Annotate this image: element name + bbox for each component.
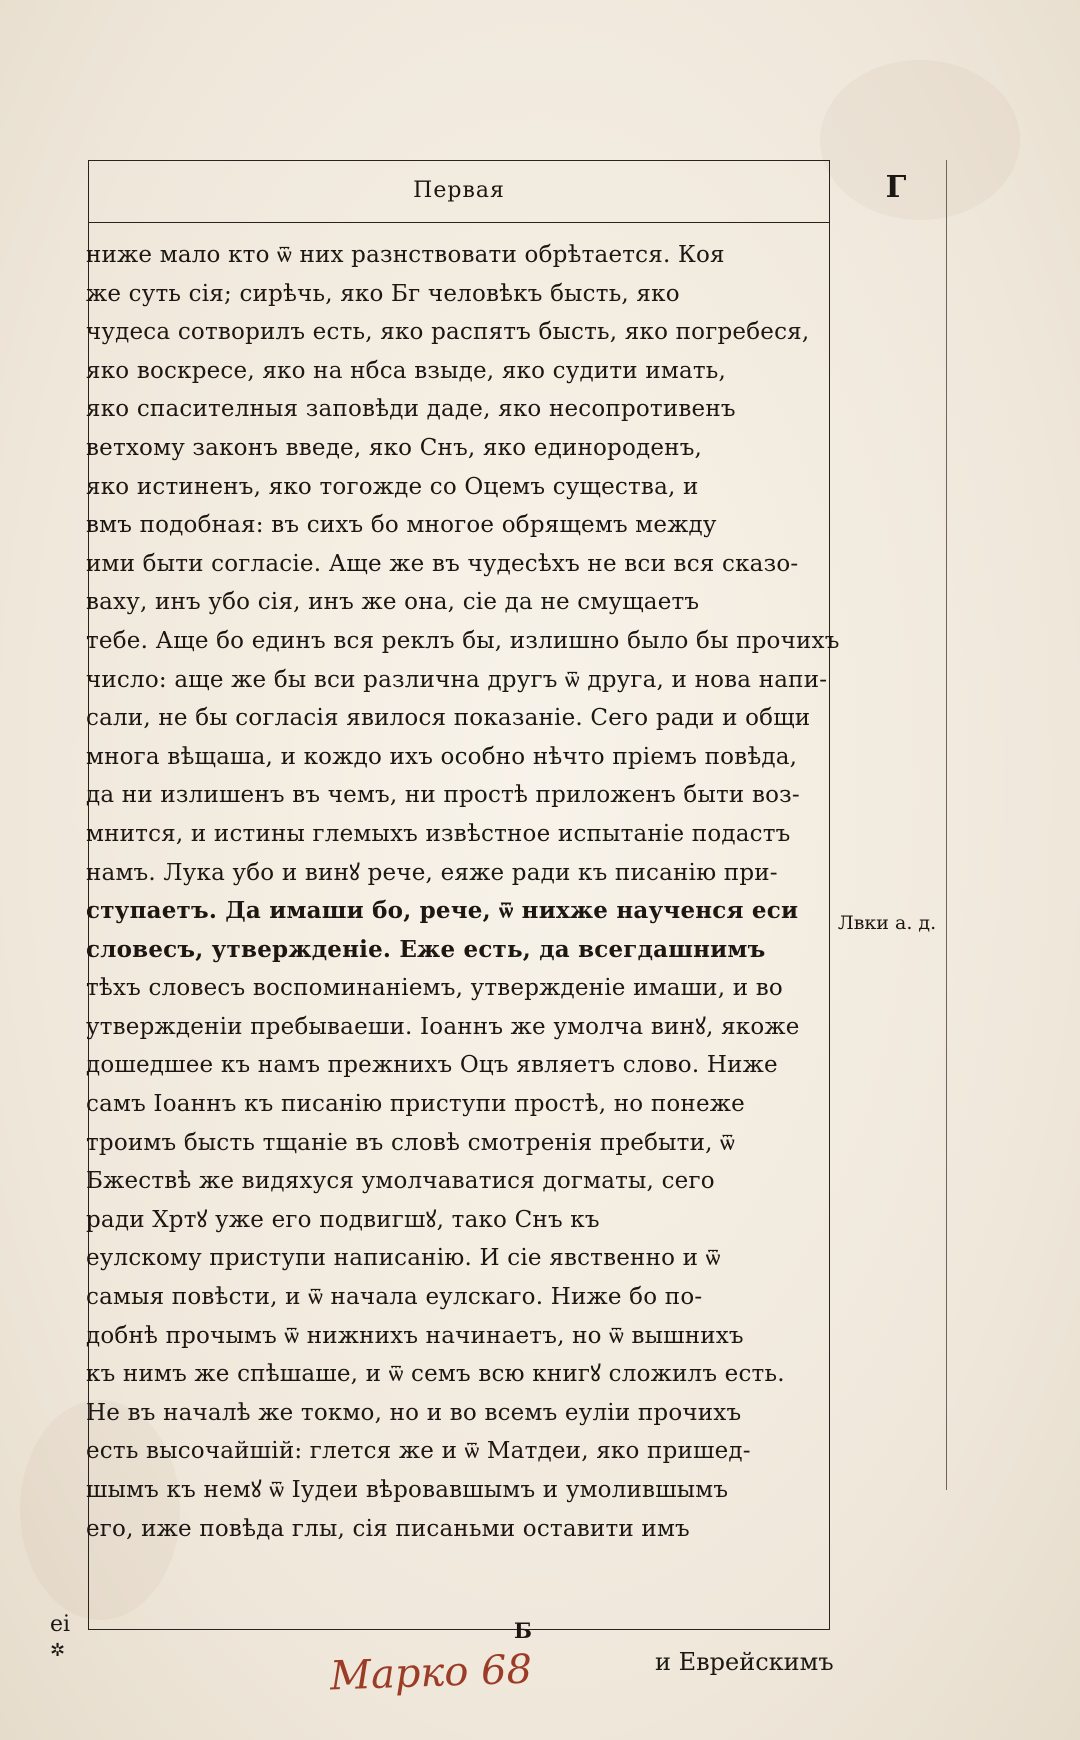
signature-mark-text: еі [50, 1612, 71, 1637]
text-line: его, иже повѣда глы, сія писаньми оставити имъ [86, 1515, 690, 1542]
text-line: ради Хртꙋ уже его подвигшꙋ, тако Снъ къ [86, 1206, 600, 1233]
text-line: число: аще же бы вси различна другъ ѿ друга, и нова напи- [86, 666, 828, 693]
page-number: Г [885, 170, 907, 205]
text-line-quote: ступаетъ. Да имаши бо, рече, ѿ нихже наученся еси [86, 897, 799, 925]
text-line: Не въ началѣ же токмо, но и во всемъ еуліи прочихъ [86, 1399, 742, 1426]
text-line: намъ. Лука убо и винꙋ рече, еяже ради къ писанію при- [86, 859, 778, 886]
text-line: ниже мало кто ѿ них разнствовати обрѣтается. Коя [86, 242, 725, 268]
text-line: дошедшее къ намъ прежнихъ Оцъ являетъ слово. Ниже [86, 1052, 778, 1079]
gathering-signature: Б [514, 1618, 532, 1643]
text-line: сали, не бы согласія явилося показаніе. Сего ради и общи [86, 705, 811, 732]
signature-mark [50, 1612, 70, 1664]
text-line: ветхому законъ введе, яко Снъ, яко единороденъ, [86, 434, 703, 461]
running-head: Первая [413, 178, 505, 203]
text-line: многа вѣщаша, и кождо ихъ особно нѣчто пріемъ повѣда, [86, 743, 798, 770]
text-line: тебе. Аще бо единъ вся реклъ бы, излишно было бы прочихъ [86, 627, 840, 654]
paper-stain [820, 60, 1020, 220]
text-line: же суть сія; сирѣчь, яко Бг человѣкъ бысть, яко [86, 280, 680, 307]
text-line: вмъ подобная: въ сихъ бо многое обрящемъ между [86, 512, 717, 539]
text-line: чудеса сотворилъ есть, яко распятъ бысть, яко погребеся, [86, 319, 810, 346]
header-rule [88, 222, 830, 223]
text-line: еулскому приступи написанію. И сіе явственно и ѿ [86, 1245, 721, 1272]
body-text [86, 236, 840, 1548]
text-line: добнѣ прочымъ ѿ нижнихъ начинаетъ, но ѿ вышнихъ [86, 1322, 744, 1349]
text-line: самыя повѣсти, и ѿ начала еулскаго. Ниже бо по- [86, 1284, 703, 1311]
text-line: Бжествѣ же видяхуся умолчаватися догматы, сего [86, 1168, 715, 1195]
handwritten-note: Марко 68 [329, 1646, 533, 1700]
text-line: да ни излишенъ въ чемъ, ни простѣ приложенъ быти воз- [86, 782, 800, 809]
text-line: яко воскресе, яко на нбса взыде, яко судити имать, [86, 357, 727, 384]
text-line: троимъ бысть тщаніе въ словѣ смотренія пребыти, ѿ [86, 1129, 735, 1156]
text-line: ваху, инъ убо сія, инъ же она, сіе да не смущаетъ [86, 589, 700, 616]
margin-rule [946, 160, 947, 1490]
text-line: мнится, и истины глемыхъ извѣстное испытаніе подастъ [86, 820, 791, 847]
text-line: тѣхъ словесъ воспоминаніемъ, утвержденіе имаши, и во [86, 975, 783, 1002]
text-line: яко истиненъ, яко тогожде со Оцемъ существа, и [86, 473, 699, 500]
text-line: самъ Іоаннъ къ писанію приступи простѣ, но понеже [86, 1091, 745, 1118]
text-line: къ нимъ же спѣшаше, и ѿ семъ всю книгꙋ сложилъ есть. [86, 1361, 785, 1388]
text-line: ими быти согласіе. Аще же въ чудесѣхъ не вси вся сказо- [86, 550, 799, 577]
catchword: и Еврейскимъ [655, 1648, 834, 1676]
margin-reference: Лвки а. д. [837, 912, 937, 934]
text-line-quote: словесъ, утвержденіе. Еже есть, да всегдашнимъ [86, 935, 766, 963]
text-line: яко спасителныя заповѣди даде, яко несопротивенъ [86, 396, 736, 423]
text-line: шымъ къ немꙋ ѿ Іудеи вѣровавшымъ и умолившымъ [86, 1477, 729, 1503]
text-line: утвержденіи пребываеши. Іоаннъ же умолча винꙋ, якоже [86, 1013, 800, 1040]
asterisk-icon: ✲ [50, 1640, 66, 1661]
text-line: есть высочайшій: глется же и ѿ Матдеи, яко пришед- [86, 1438, 751, 1465]
